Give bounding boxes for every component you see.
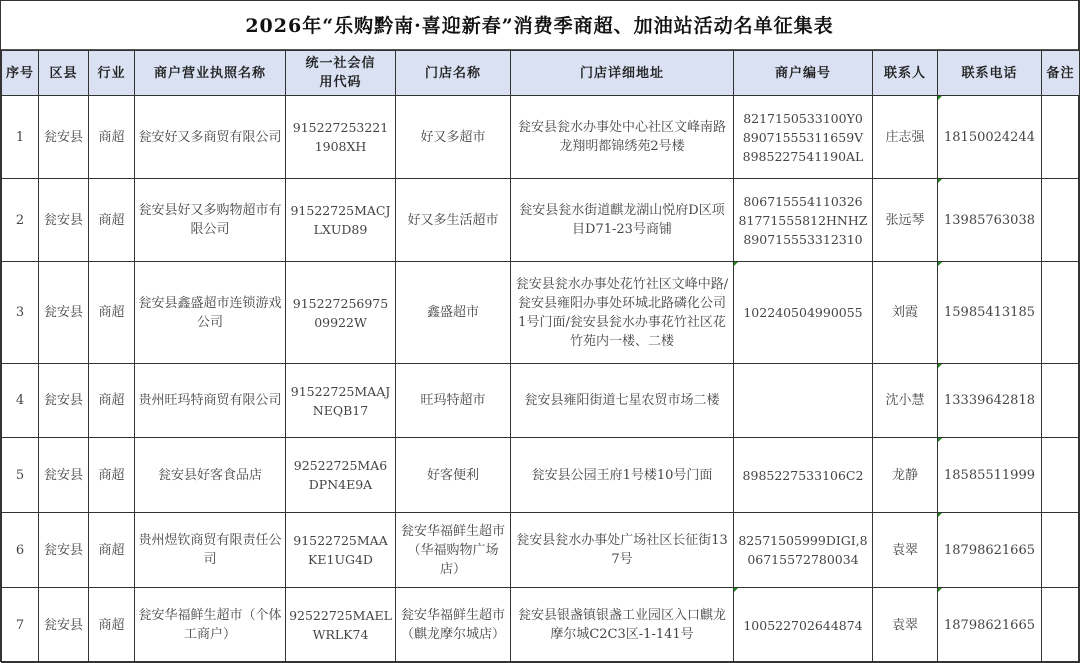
cell-industry[interactable]: 商超 <box>89 179 135 262</box>
cell-address[interactable]: 瓮安县银盏镇银盏工业园区入口麒龙摩尔城C2C3区-1-141号 <box>511 588 734 663</box>
cell-merchant-id[interactable] <box>734 179 873 262</box>
sheet-title: 2026年“乐购黔南·喜迎新春”消费季商超、加油站活动名单征集表 <box>1 1 1078 50</box>
cell-merchant-id[interactable] <box>734 96 873 179</box>
cell-credit-code[interactable]: 91522725697509922W <box>286 262 396 364</box>
cell-remark[interactable] <box>1042 438 1080 513</box>
cell-remark[interactable] <box>1042 96 1080 179</box>
cell-county[interactable]: 瓮安县 <box>39 364 89 438</box>
cell-industry[interactable]: 商超 <box>89 262 135 364</box>
cell-address[interactable]: 瓮安县瓮水街道麒龙湖山悦府D区项目D71-23号商铺 <box>511 179 734 262</box>
table-row <box>2 364 1080 438</box>
cell-license-name[interactable]: 贵州煜钦商贸有限责任公司 <box>135 513 286 588</box>
cell-county[interactable]: 瓮安县 <box>39 513 89 588</box>
cell-merchant-id[interactable] <box>734 262 873 364</box>
cell-merchant-id[interactable] <box>734 364 873 438</box>
cell-industry[interactable]: 商超 <box>89 513 135 588</box>
col-header-industry[interactable]: 行业 <box>89 51 135 96</box>
cell-license-name[interactable]: 贵州旺玛特商贸有限公司 <box>135 364 286 438</box>
cell-contact[interactable]: 刘霞 <box>873 262 938 364</box>
cell-remark[interactable] <box>1042 513 1080 588</box>
table-row <box>2 588 1080 663</box>
cell-address[interactable]: 瓮安县瓮水办事处花竹社区文峰中路/瓮安县雍阳办事处环城北路磷化公司1号门面/瓮安县瓮水办事花竹社区花竹苑内一楼、二楼 <box>511 262 734 364</box>
cell-phone[interactable]: 13985763038 <box>938 179 1042 262</box>
cell-license-name[interactable]: 瓮安县好又多购物超市有限公司 <box>135 179 286 262</box>
col-header-no[interactable]: 序号 <box>2 51 39 96</box>
cell-credit-code[interactable]: 92522725MAELWRLK74 <box>286 588 396 663</box>
cell-remark[interactable] <box>1042 364 1080 438</box>
cell-county[interactable]: 瓮安县 <box>39 438 89 513</box>
cell-address[interactable]: 瓮安县雍阳街道七星农贸市场二楼 <box>511 364 734 438</box>
cell-license-name[interactable]: 瓮安好又多商贸有限公司 <box>135 96 286 179</box>
cell-credit-code[interactable]: 92522725MA6DPN4E9A <box>286 438 396 513</box>
cell-credit-code[interactable]: 9152272532211908XH <box>286 96 396 179</box>
cell-phone[interactable]: 15985413185 <box>938 262 1042 364</box>
cell-phone[interactable]: 13339642818 <box>938 364 1042 438</box>
merchant-table <box>1 50 1080 663</box>
cell-industry[interactable]: 商超 <box>89 96 135 179</box>
table-row <box>2 262 1080 364</box>
cell-county[interactable]: 瓮安县 <box>39 262 89 364</box>
cell-industry[interactable]: 商超 <box>89 588 135 663</box>
cell-contact[interactable]: 袁翠 <box>873 588 938 663</box>
col-header-contact[interactable]: 联系人 <box>873 51 938 96</box>
cell-county[interactable]: 瓮安县 <box>39 588 89 663</box>
merchant-id: 8985227541190AL <box>742 148 864 164</box>
cell-merchant-id[interactable] <box>734 438 873 513</box>
col-header-county[interactable]: 区县 <box>39 51 89 96</box>
cell-store-name[interactable]: 瓮安华福鲜生超市（麒龙摩尔城店） <box>396 588 511 663</box>
cell-credit-code[interactable]: 91522725MACJLXUD89 <box>286 179 396 262</box>
merchant-id: 890715553312310 <box>743 231 863 247</box>
cell-contact[interactable]: 张远琴 <box>873 179 938 262</box>
cell-no[interactable]: 1 <box>2 96 39 179</box>
cell-store-name[interactable]: 好又多生活超市 <box>396 179 511 262</box>
merchant-id: 82571505999DIGI,806715572780034 <box>738 533 868 567</box>
col-header-address[interactable]: 门店详细地址 <box>511 51 734 96</box>
cell-industry[interactable]: 商超 <box>89 438 135 513</box>
merchant-id: 100522702644874 <box>743 617 863 633</box>
col-header-license-name[interactable]: 商户营业执照名称 <box>135 51 286 96</box>
cell-contact[interactable]: 龙静 <box>873 438 938 513</box>
cell-remark[interactable] <box>1042 588 1080 663</box>
cell-store-name[interactable]: 鑫盛超市 <box>396 262 511 364</box>
cell-store-name[interactable]: 旺玛特超市 <box>396 364 511 438</box>
merchant-id: 89071555311659V <box>742 129 864 145</box>
cell-remark[interactable] <box>1042 262 1080 364</box>
cell-contact[interactable]: 沈小慧 <box>873 364 938 438</box>
cell-store-name[interactable]: 好又多超市 <box>396 96 511 179</box>
cell-credit-code[interactable]: 91522725MAAJNEQB17 <box>286 364 396 438</box>
cell-address[interactable]: 瓮安县瓮水办事处广场社区长征街137号 <box>511 513 734 588</box>
cell-store-name[interactable]: 瓮安华福鲜生超市（华福购物广场店） <box>396 513 511 588</box>
cell-contact[interactable]: 庄志强 <box>873 96 938 179</box>
table-row <box>2 438 1080 513</box>
cell-contact[interactable]: 袁翠 <box>873 513 938 588</box>
cell-phone[interactable]: 18798621665 <box>938 513 1042 588</box>
cell-no[interactable]: 2 <box>2 179 39 262</box>
col-header-merchant-id[interactable]: 商户编号 <box>734 51 873 96</box>
cell-industry[interactable]: 商超 <box>89 364 135 438</box>
table-row <box>2 179 1080 262</box>
cell-license-name[interactable]: 瓮安县鑫盛超市连锁游戏公司 <box>135 262 286 364</box>
cell-merchant-id[interactable] <box>734 513 873 588</box>
cell-remark[interactable] <box>1042 179 1080 262</box>
header-row <box>2 51 1080 96</box>
col-header-remark[interactable]: 备注 <box>1042 51 1080 96</box>
merchant-id: 806715554110326 <box>743 193 863 209</box>
cell-license-name[interactable]: 瓮安华福鲜生超市（个体工商户） <box>135 588 286 663</box>
cell-no[interactable]: 6 <box>2 513 39 588</box>
cell-phone[interactable]: 18150024244 <box>938 96 1042 179</box>
cell-no[interactable]: 3 <box>2 262 39 364</box>
cell-merchant-id[interactable] <box>734 588 873 663</box>
merchant-id: 8217150533100Y0 <box>743 110 863 126</box>
cell-credit-code[interactable]: 91522725MAAKE1UG4D <box>286 513 396 588</box>
col-header-credit-code[interactable]: 统一社会信用代码 <box>286 51 396 96</box>
cell-phone[interactable]: 18798621665 <box>938 588 1042 663</box>
merchant-id: 102240504990055 <box>743 305 863 320</box>
cell-no[interactable]: 5 <box>2 438 39 513</box>
table-row <box>2 513 1080 588</box>
cell-license-name[interactable]: 瓮安县好客食品店 <box>135 438 286 513</box>
cell-county[interactable]: 瓮安县 <box>39 96 89 179</box>
cell-store-name[interactable]: 好客便利 <box>396 438 511 513</box>
cell-no[interactable]: 7 <box>2 588 39 663</box>
cell-address[interactable]: 瓮安县公园王府1号楼10号门面 <box>511 438 734 513</box>
table-row <box>2 96 1080 179</box>
cell-county[interactable]: 瓮安县 <box>39 179 89 262</box>
merchant-id: 8985227533106C2 <box>742 467 864 483</box>
col-header-phone[interactable]: 联系电话 <box>938 51 1042 96</box>
col-header-store-name[interactable]: 门店名称 <box>396 51 511 96</box>
cell-address[interactable]: 瓮安县瓮水办事处中心社区文峰南路龙翔明都锦绣苑2号楼 <box>511 96 734 179</box>
cell-no[interactable]: 4 <box>2 364 39 438</box>
cell-phone[interactable]: 18585511999 <box>938 438 1042 513</box>
merchant-id: 81771555812HNHZ <box>738 212 868 228</box>
